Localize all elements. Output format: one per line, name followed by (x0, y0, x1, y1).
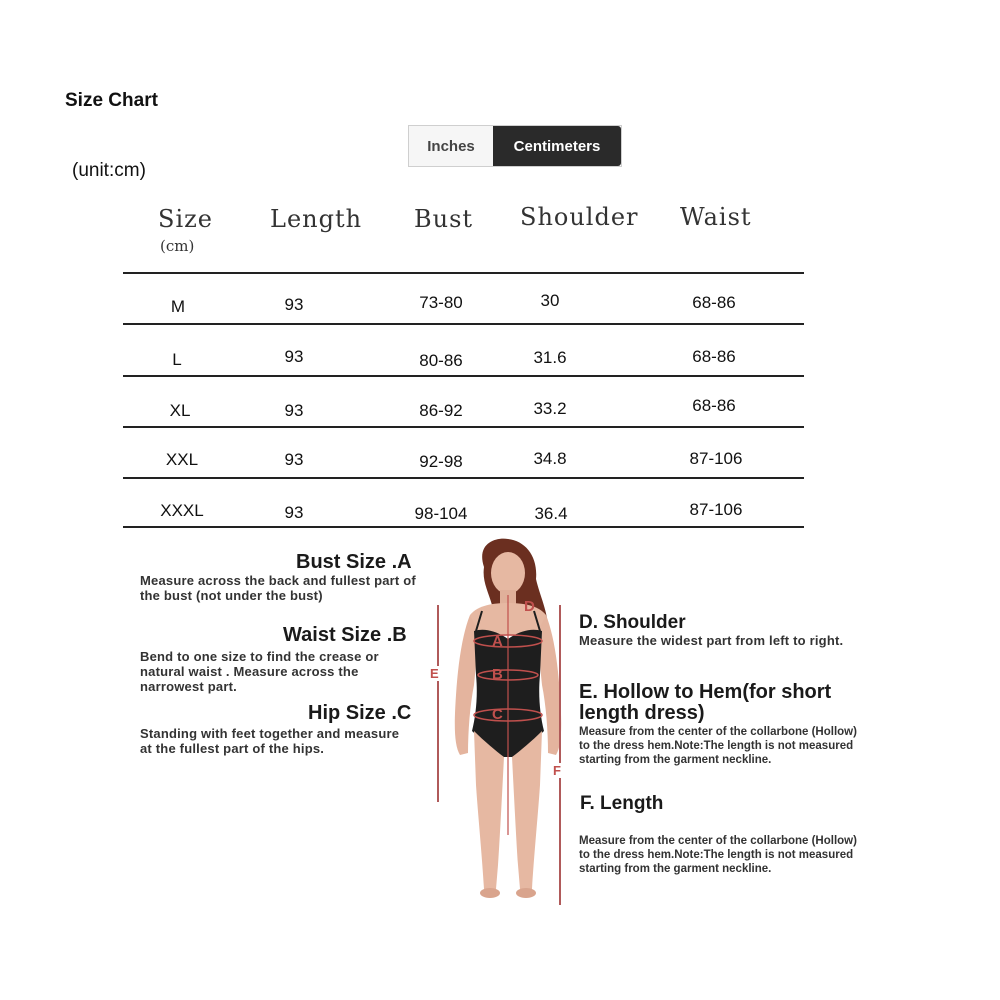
cell-shoulder: 34.8 (533, 449, 567, 468)
cell-shoulder: 31.6 (533, 348, 567, 367)
unit-toggle[interactable] (408, 125, 622, 167)
cell-waist: 68-86 (692, 293, 736, 312)
cell-bust: 98-104 (414, 504, 468, 523)
waist-size-title: Waist Size .B (283, 624, 407, 646)
mark-f: F (553, 763, 561, 778)
shoulder-text: Measure the widest part from left to right. (579, 633, 844, 648)
hip-size-title: Hip Size .C (308, 702, 412, 724)
cell-bust: 73-80 (419, 293, 463, 312)
header-divider (123, 272, 804, 274)
cell-bust: 92-98 (419, 452, 463, 471)
mark-e: E (430, 666, 439, 681)
centimeters-button[interactable]: Centimeters (493, 126, 621, 166)
cell-waist: 68-86 (692, 347, 736, 366)
cell-shoulder: 36.4 (534, 504, 568, 523)
cell-size: XXL (165, 450, 199, 469)
bust-size-text: Measure across the back and fullest part of the bust (not under the bust) (140, 573, 416, 603)
hollow-to-hem-title: E. Hollow to Hem(for short length dress) (579, 681, 832, 724)
unit-note: (unit:cm) (72, 160, 146, 181)
header-waist: Waist (680, 203, 752, 231)
cell-bust: 86-92 (419, 401, 463, 420)
header-bust: Bust (414, 205, 474, 233)
cell-shoulder: 33.2 (533, 399, 567, 418)
inches-button[interactable]: Inches (409, 126, 493, 166)
mark-d: D (524, 598, 535, 615)
header-shoulder: Shoulder (520, 203, 639, 231)
cell-length: 93 (284, 401, 304, 420)
header-length: Length (270, 205, 363, 233)
cell-waist: 87-106 (689, 449, 743, 468)
row-divider (123, 426, 804, 428)
mark-a: A (492, 633, 503, 650)
cell-length: 93 (284, 503, 304, 522)
cell-length: 93 (284, 450, 304, 469)
page-title: Size Chart (65, 90, 158, 111)
cell-shoulder: 30 (540, 291, 560, 310)
row-divider (123, 323, 804, 325)
row-divider (123, 526, 804, 528)
row-divider (123, 477, 804, 479)
header-size: Size (158, 205, 213, 233)
dimension-line-f (559, 605, 561, 905)
cell-size: L (172, 350, 182, 369)
cell-size: M (170, 297, 186, 316)
shoulder-title: D. Shoulder (579, 612, 686, 633)
cell-waist: 68-86 (692, 396, 736, 415)
cell-length: 93 (284, 347, 304, 366)
cell-size: XL (169, 401, 191, 420)
hollow-to-hem-text: Measure from the center of the collarbone (Hollow) to the dress hem.Note:The length is not measured starting from the garment neckline. (579, 726, 857, 766)
header-size-unit: (cm) (160, 237, 195, 255)
bust-size-title: Bust Size .A (296, 551, 412, 573)
waist-size-text: Bend to one size to find the crease or natural waist . Measure across the narrowest part. (140, 649, 379, 694)
cell-length: 93 (284, 295, 304, 314)
mark-b: B (492, 666, 503, 683)
hip-size-text: Standing with feet together and measure at the fullest part of the hips. (140, 726, 400, 756)
dimension-line-e (437, 605, 439, 802)
cell-waist: 87-106 (689, 500, 743, 519)
length-text: Measure from the center of the collarbone (Hollow) to the dress hem.Note:The length is not measured starting from the garment neckline. (579, 835, 857, 875)
cell-bust: 80-86 (419, 351, 463, 370)
mark-c: C (492, 706, 503, 723)
model-figure (426, 535, 586, 915)
cell-size: XXXL (160, 501, 204, 520)
length-title: F. Length (580, 793, 664, 814)
row-divider (123, 375, 804, 377)
